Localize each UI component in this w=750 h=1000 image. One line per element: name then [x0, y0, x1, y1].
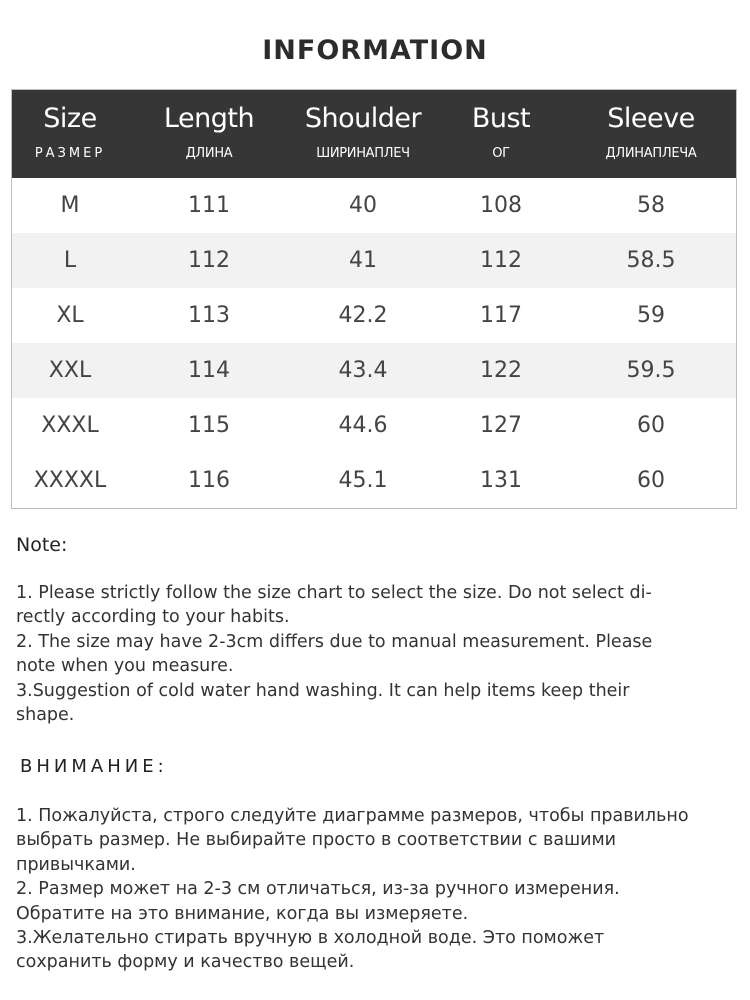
cell-size: XXXXL [33, 468, 107, 493]
cell-bust: 108 [480, 193, 522, 218]
table-row [12, 288, 736, 343]
cell-shoulder: 42.2 [338, 303, 388, 328]
note-heading-en: Note: [16, 534, 68, 556]
note-heading-ru: ВНИМАНИЕ: [20, 756, 168, 777]
cell-sleeve: 58 [637, 193, 665, 218]
note-line: Обратите на это внимание, когда вы измеряете. [16, 903, 469, 924]
cell-shoulder: 44.6 [338, 413, 388, 438]
header-label-en: Size [43, 103, 97, 134]
cell-shoulder: 40 [349, 193, 377, 218]
cell-length: 113 [188, 303, 230, 328]
cell-size: XL [56, 303, 84, 328]
cell-sleeve: 60 [637, 413, 665, 438]
cell-length: 112 [188, 248, 230, 273]
cell-size: M [60, 193, 80, 218]
notes-ru [16, 804, 726, 975]
cell-length: 116 [188, 468, 230, 493]
table-row [12, 178, 736, 233]
note-line: выбрать размер. Не выбирайте просто в соответствии с вашими [16, 830, 617, 851]
header-shoulder [290, 90, 436, 178]
cell-shoulder: 45.1 [338, 468, 388, 493]
cell-size: XXXL [41, 413, 99, 438]
note-line: 3.Желательно стирать вручную в холодной воде. Это поможет [16, 928, 605, 949]
note-line: привычками. [16, 854, 136, 875]
note-line: 1. Пожалуйста, строго следуйте диаграмме размеров, чтобы правильно [16, 806, 689, 826]
size-chart-table [11, 89, 737, 509]
cell-length: 111 [188, 193, 230, 218]
cell-shoulder: 41 [349, 248, 377, 273]
header-label-en: Length [163, 103, 255, 134]
table-row [12, 343, 736, 398]
cell-sleeve: 58.5 [626, 248, 676, 273]
note-line: 2. The size may have 2-3cm differs due to manual measurement. Please [16, 631, 653, 652]
header-size [12, 90, 128, 178]
header-label-ru: ШИРИНАПЛЕЧ [316, 146, 410, 161]
header-label-en: Shoulder [304, 103, 422, 134]
cell-shoulder: 43.4 [338, 358, 388, 383]
header-label-ru: ДЛИНАПЛЕЧА [605, 146, 697, 161]
note-line: 2. Размер может на 2-3 см отличаться, из-за ручного измерения. [16, 879, 620, 900]
page-title: INFORMATION [262, 35, 488, 66]
header-length [128, 90, 290, 178]
note-line: note when you measure. [16, 656, 234, 677]
header-label-ru: ОГ [492, 146, 510, 161]
header-label-en: Sleeve [607, 103, 695, 134]
header-label-ru: ДЛИНА [185, 146, 233, 161]
table-row [12, 398, 736, 453]
cell-bust: 117 [480, 303, 522, 328]
header-sleeve [566, 90, 736, 178]
cell-bust: 122 [480, 358, 522, 383]
cell-length: 114 [188, 358, 230, 383]
note-line: сохранить форму и качество вещей. [16, 952, 355, 973]
table-header-row [12, 90, 736, 178]
note-line: 1. Please strictly follow the size chart to select the size. Do not select di- [16, 583, 652, 603]
table-row [12, 233, 736, 288]
cell-bust: 131 [480, 468, 522, 493]
cell-sleeve: 60 [637, 468, 665, 493]
cell-size: XXL [48, 358, 92, 383]
cell-bust: 127 [480, 413, 522, 438]
note-line: 3.Suggestion of cold water hand washing. It can help items keep their [16, 680, 630, 701]
note-line: rectly according to your habits. [16, 607, 290, 628]
cell-length: 115 [188, 413, 230, 438]
note-line: shape. [16, 705, 75, 726]
header-label-ru: РАЗМЕР [34, 146, 106, 161]
cell-bust: 112 [480, 248, 522, 273]
notes-en [16, 581, 726, 727]
table-row [12, 453, 736, 508]
cell-sleeve: 59 [637, 303, 665, 328]
cell-sleeve: 59.5 [626, 358, 676, 383]
header-bust [436, 90, 566, 178]
cell-size: L [63, 248, 77, 273]
header-label-en: Bust [471, 103, 531, 134]
